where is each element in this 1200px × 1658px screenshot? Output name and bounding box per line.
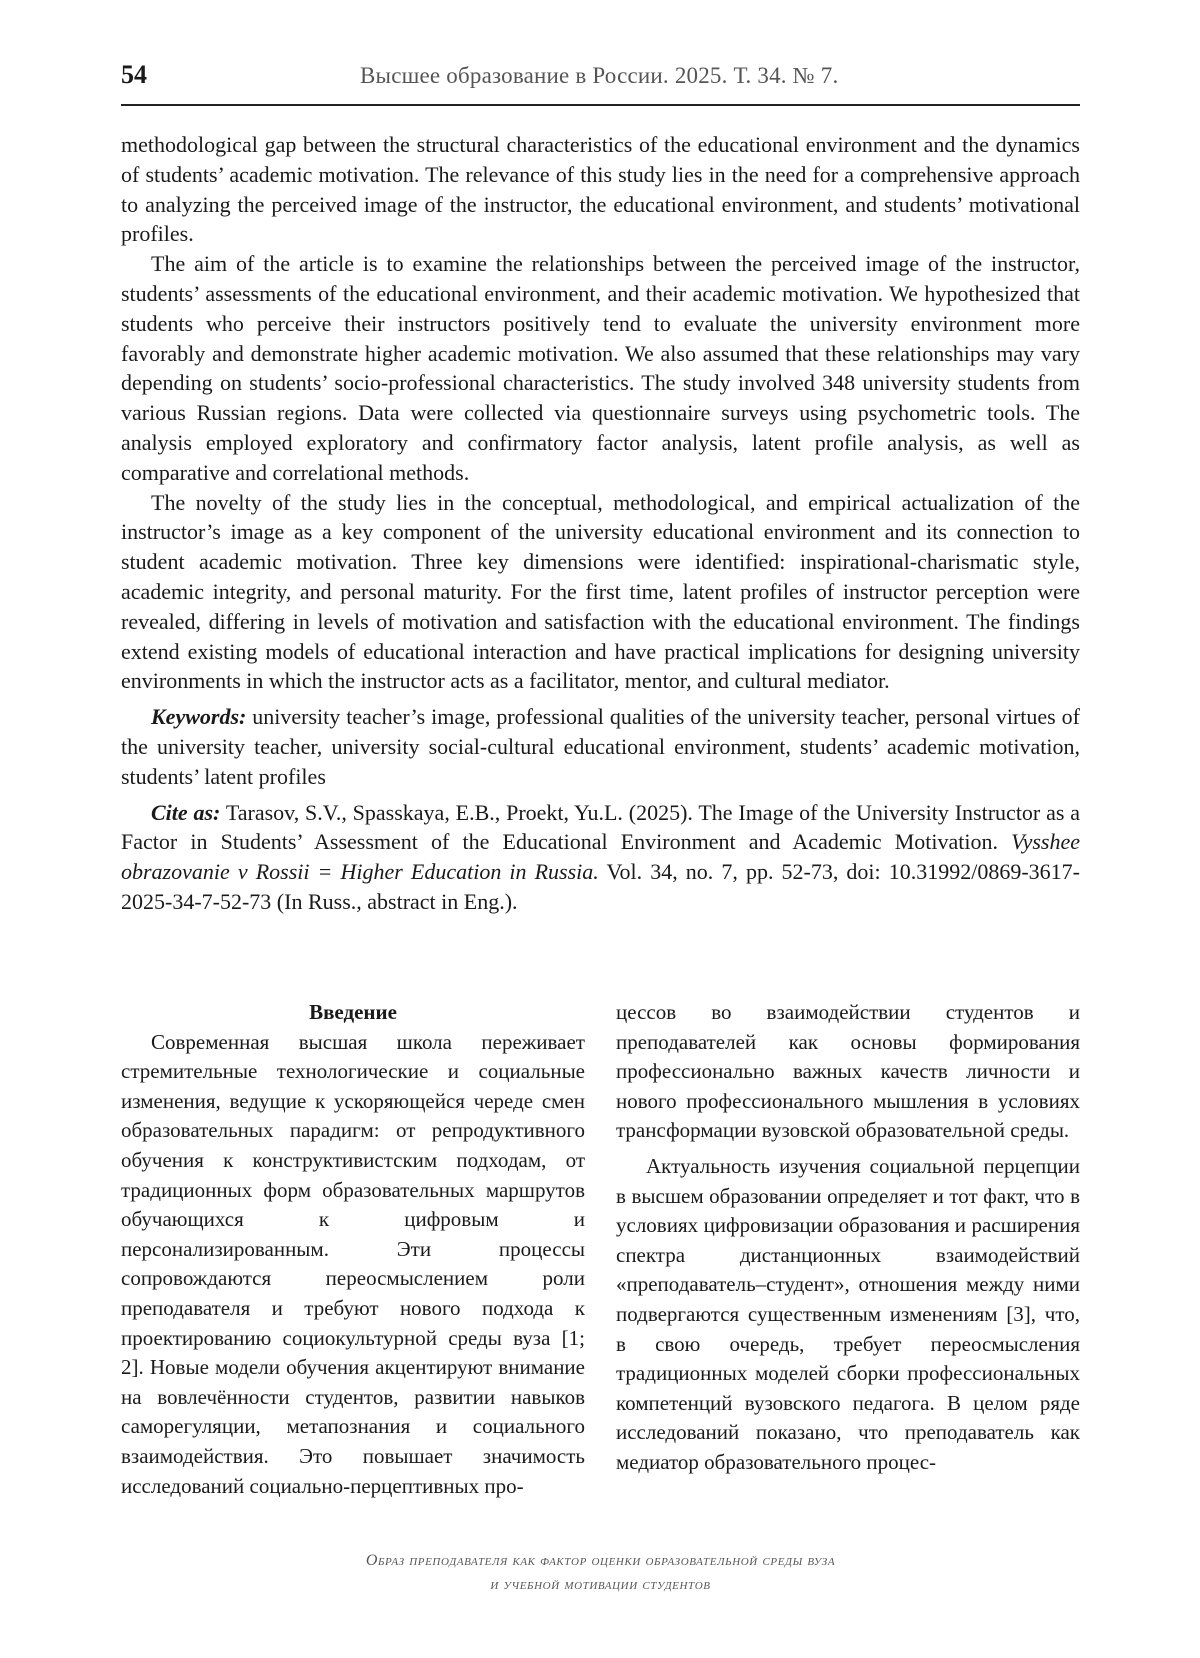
section-title: Введение bbox=[309, 1000, 397, 1024]
page-number: 54 bbox=[121, 60, 147, 89]
cite-text: Tarasov, S.V., Spasskaya, E.B., Proekt, Yu.L. (2025). The Image of the University Instructor as a Factor in Students’ Assessment of the Educational Environment and Academic Motivation. bbox=[121, 799, 1080, 855]
abstract-paragraph: The aim of the article is to examine the relationships between the perceived image of the instructor, students’ assessments of the educational environment, and their academic motivation. We hypothesized that students who perceive their instructors positively tend to evaluate the university environment more favorably and demonstrate higher academic motivation. We also assumed that these relationships may vary depending on students’ socio-professional characteristics. The study involved 348 university students from various Russian regions. Data were collected via questionnaire surveys using psychometric tools. The analysis employed exploratory and confirmatory factor analysis, latent profile analysis, as well as comparative and correlational methods. bbox=[121, 251, 1080, 485]
body-paragraph: цессов во взаимодействии студентов и преподавателей как основы формирования профессионально важных качеств личности и нового профессионального мышления в условиях трансформации вузовской образовательной среды. bbox=[616, 1000, 1080, 1143]
body-paragraph: Современная высшая школа переживает стремительные технологические и социальные изменения, ведущие к ускоряющейся череде смен образовательных парадигм: от репродуктивного обучения к конструктивистским подходам, от традиционных форм образовательных маршрутов обучающихся к цифровым и персонализированным. Эти процессы сопровождаются переосмыслением роли преподавателя и требуют нового подхода к проектированию социокультурной среды вуза [1; 2]. Новые модели обучения акцентируют внимание на вовлечённости студентов, развитии навыков саморегуляции, метапознания и социального взаимодействия. Это повышает значимость исследований социально-перцептивных про- bbox=[121, 1029, 585, 1498]
running-footer-line-1: Образ преподавателя как фактор оценки образовательной среды вуза bbox=[365, 1552, 836, 1569]
body-column-right bbox=[616, 998, 1080, 1478]
cite-label: Cite as: bbox=[151, 799, 221, 825]
body-paragraph: Актуальность изучения социальной перцепции в высшем образовании определяет и тот факт, что в условиях цифровизации образования и расширения спектра дистанционных взаимодействий «преподаватель–студент», отношения между ними подвергаются существенным изменениям [3], что, в свою очередь, требует переосмысления традиционных моделей сборки профессиональных компетенций вузовского педагога. В целом ряде исследований показано, что преподаватель как медиатор образовательного процес- bbox=[616, 1153, 1080, 1474]
running-footer-line-2: и учебной мотивации студентов bbox=[490, 1576, 711, 1593]
keywords-text: university teacher’s image, professional qualities of the university teacher, personal virtues of the university teacher, university social-cultural educational environment, students’ academic motivation, students’ latent profiles bbox=[121, 704, 1081, 789]
keywords bbox=[121, 702, 1080, 791]
citation bbox=[121, 798, 1080, 917]
abstract bbox=[121, 130, 1080, 917]
header-rule bbox=[121, 104, 1080, 106]
running-header: Высшее образование в России. 2025. Т. 34. № 7. bbox=[360, 63, 839, 88]
cite-journal: Vysshee obrazovanie v Rossii = Higher Education in Russia. bbox=[121, 829, 1080, 885]
body-column-left bbox=[121, 998, 585, 1501]
keywords-label: Keywords: bbox=[151, 704, 247, 730]
abstract-paragraph: methodological gap between the structural characteristics of the educational environment and the dynamics of students’ academic motivation. The relevance of this study lies in the need for a comprehensive approach to analyzing the perceived image of the instructor, the educational environment, and students’ motivational profiles. bbox=[121, 132, 1080, 247]
cite-details: Vol. 34, no. 7, pp. 52-73, doi: 10.31992/0869-3617-2025-34-7-52-73 (In Russ., abstract in Eng.). bbox=[121, 859, 1080, 914]
abstract-paragraph: The novelty of the study lies in the conceptual, methodological, and empirical actualization of the instructor’s image as a key component of the university educational environment and its connection to student academic motivation. Three key dimensions were identified: inspirational-charismatic style, academic integrity, and personal maturity. For the first time, latent profiles of instructor perception were revealed, differing in levels of motivation and satisfaction with the educational environment. The findings extend existing models of educational interaction and have practical implications for designing university environments in which the instructor acts as a facilitator, mentor, and cultural mediator. bbox=[121, 489, 1080, 694]
